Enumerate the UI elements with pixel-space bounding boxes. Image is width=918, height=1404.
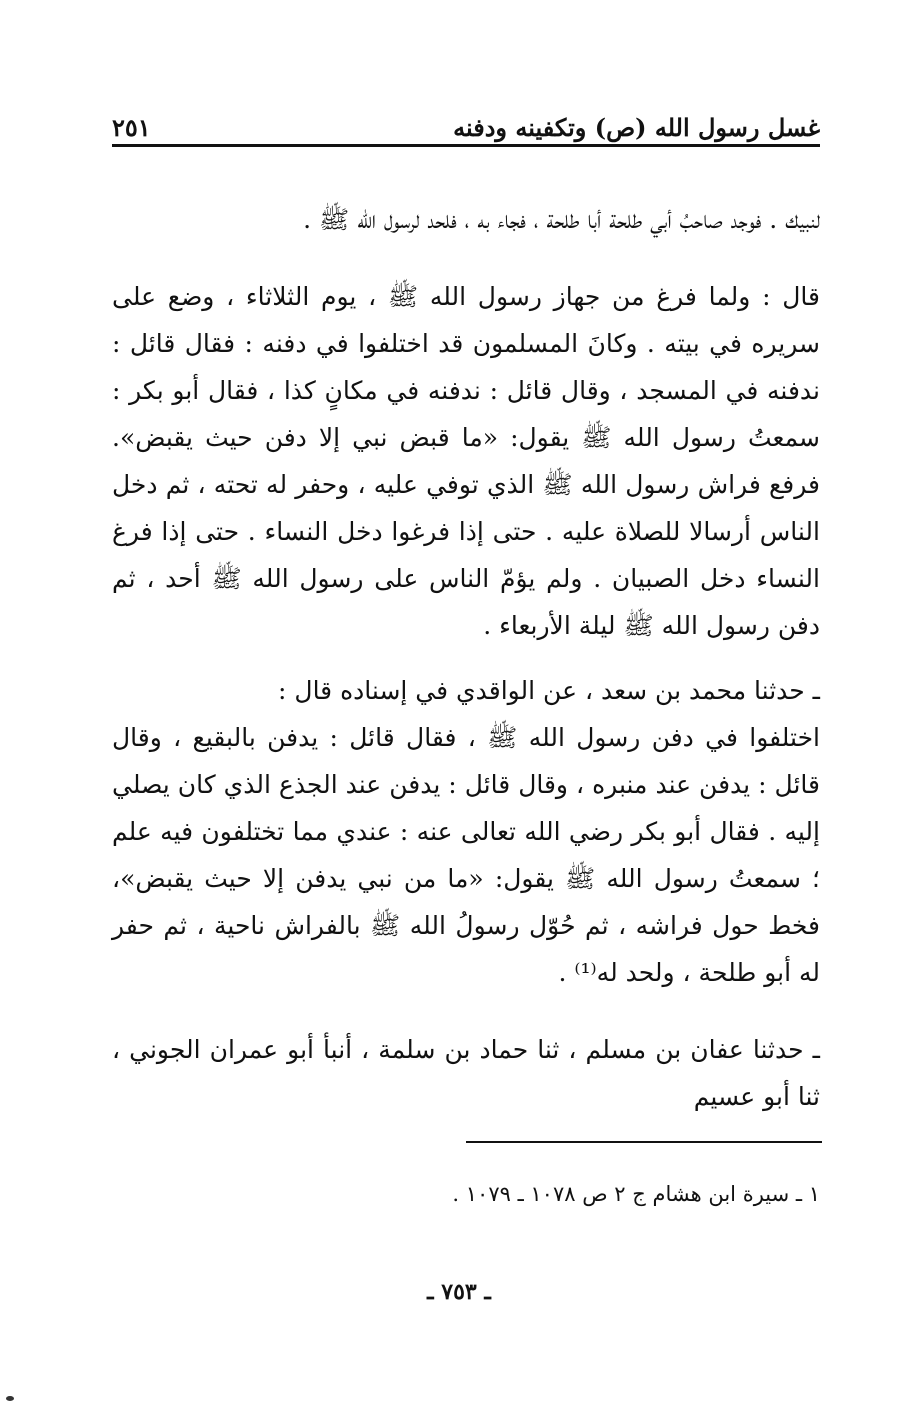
header-page-ref: ٢٥١	[112, 113, 151, 142]
footnote: ١ ـ سيرة ابن هشام ج ٢ ص ١٠٧٨ ـ ١٠٧٩ .	[452, 1182, 820, 1206]
page-number: ـ ٧٥٣ ـ	[427, 1279, 491, 1305]
header-divider	[112, 144, 820, 147]
paragraph: ـ حدثنا عفان بن مسلم ، ثنا حماد بن سلمة ، أنبأ أبو عمران الجوني ، ثنا أبو عسيم	[112, 1035, 820, 1111]
footnote-divider	[466, 1141, 822, 1143]
main-text	[112, 196, 820, 1120]
header-title: غسل رسول الله (ص) وتكفينه ودفنه	[453, 113, 820, 142]
paragraph: قال : ولما فرغ من جهاز رسول الله ﷺ ، يوم الثلاثاء ، وضع على سريره في بيته . وكانَ المسلمون قد اختلفوا في دفنه : فقال قائل : ندفنه في المسجد ، وقال قائل : ندفنه في مكانٍ كذا ، فقال أبو بكر : سمعتُ رسول الله ﷺ يقول: «ما قبض نبي إلا دفن حيث يقبض». فرفع فراش رسول الله ﷺ الذي توفي عليه ، وحفر له تحته ، ثم دخل الناس أرسالا للصلاة عليه . حتى إذا فرغوا دخل النساء . حتى إذا فرغ النساء دخل الصبيان . ولم يؤمّ الناس على رسول الله ﷺ أحد ، ثم دفن رسول الله ﷺ ليلة الأربعاء .	[112, 282, 820, 640]
paragraph: ـ حدثنا محمد بن سعد ، عن الواقدي في إسناده قال :	[278, 676, 820, 705]
scan-mark	[6, 1396, 14, 1401]
running-header	[112, 98, 820, 142]
paragraph: لنبيك . فوجد صاحبُ أبي طلحة أبا طلحة ، فجاء به ، فلحد لرسول الله ﷺ .	[303, 205, 820, 234]
paragraph: اختلفوا في دفن رسول الله ﷺ ، فقال قائل : يدفن بالبقيع ، وقال قائل : يدفن عند منبره ، وقال قائل : يدفن عند الجذع الذي كان يصلي إليه . فقال أبو بكر رضي الله تعالى عنه : عندي مما تختلفون فيه علم ؛ سمعتُ رسول الله ﷺ يقول: «ما من نبي يدفن إلا حيث يقبض»، فخط حول فراشه ، ثم حُوّل رسولُ الله ﷺ بالفراش ناحية ، ثم حفر له أبو طلحة ، ولحد له⁽¹⁾ .	[112, 723, 820, 987]
